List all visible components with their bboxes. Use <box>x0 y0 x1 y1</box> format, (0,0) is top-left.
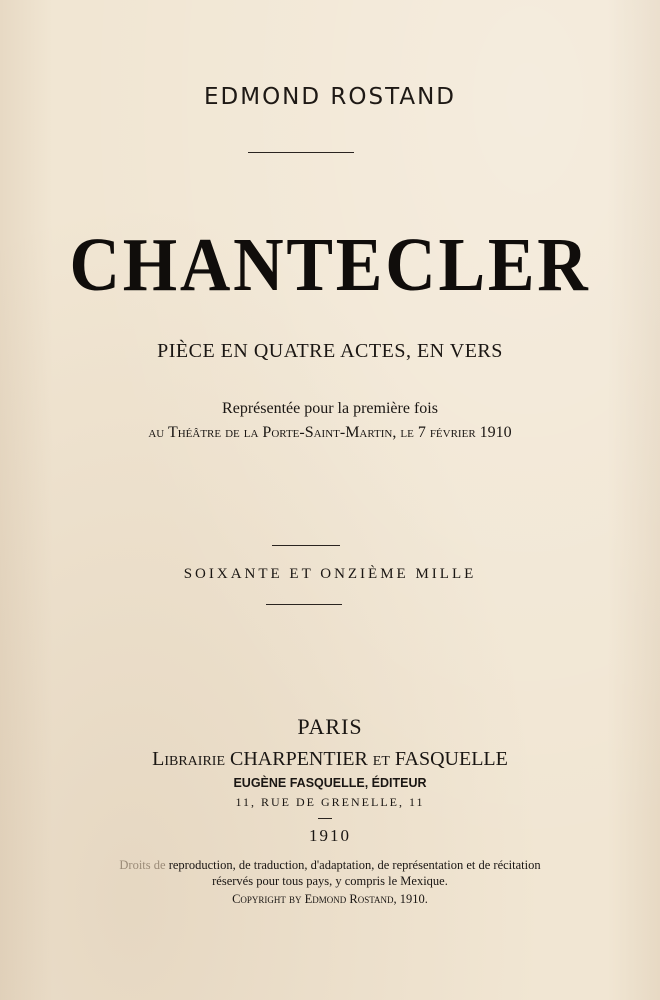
edition-note: SOIXANTE ET ONZIÈME MILLE <box>183 566 477 582</box>
performance-note-line-1: Représentée pour la première fois <box>222 400 438 417</box>
publication-year: 1910 <box>309 826 351 845</box>
divider-rule <box>248 152 354 153</box>
copyright-notice: Copyright by Edmond Rostand, 1910. <box>232 892 428 906</box>
book-title: CHANTECLER <box>69 223 591 307</box>
performance-note-line-2: au Théâtre de la Porte-Saint-Martin, le 7 février 1910 <box>148 424 512 441</box>
rights-notice-line-2: réservés pour tous pays, y compris le Mexique. <box>212 874 448 888</box>
rights-notice-text: reproduction, de traduction, d'adaptation, de représentation et de récitation <box>165 858 541 872</box>
book-subtitle: PIÈCE EN QUATRE ACTES, EN VERS <box>157 340 503 362</box>
divider-rule <box>318 818 332 819</box>
publisher-address: 11, RUE DE GRENELLE, 11 <box>235 795 425 809</box>
divider-rule <box>266 604 342 605</box>
publication-city: PARIS <box>297 714 363 739</box>
divider-rule <box>272 545 340 546</box>
rights-notice-line-1 <box>0 858 660 873</box>
author-name: EDMOND ROSTAND <box>203 84 456 110</box>
rights-notice-faded-prefix: Droits de <box>119 858 166 872</box>
editor-name: EUGÈNE FASQUELLE, ÉDITEUR <box>233 776 427 790</box>
publisher-name: Librairie CHARPENTIER et FASQUELLE <box>152 748 508 770</box>
